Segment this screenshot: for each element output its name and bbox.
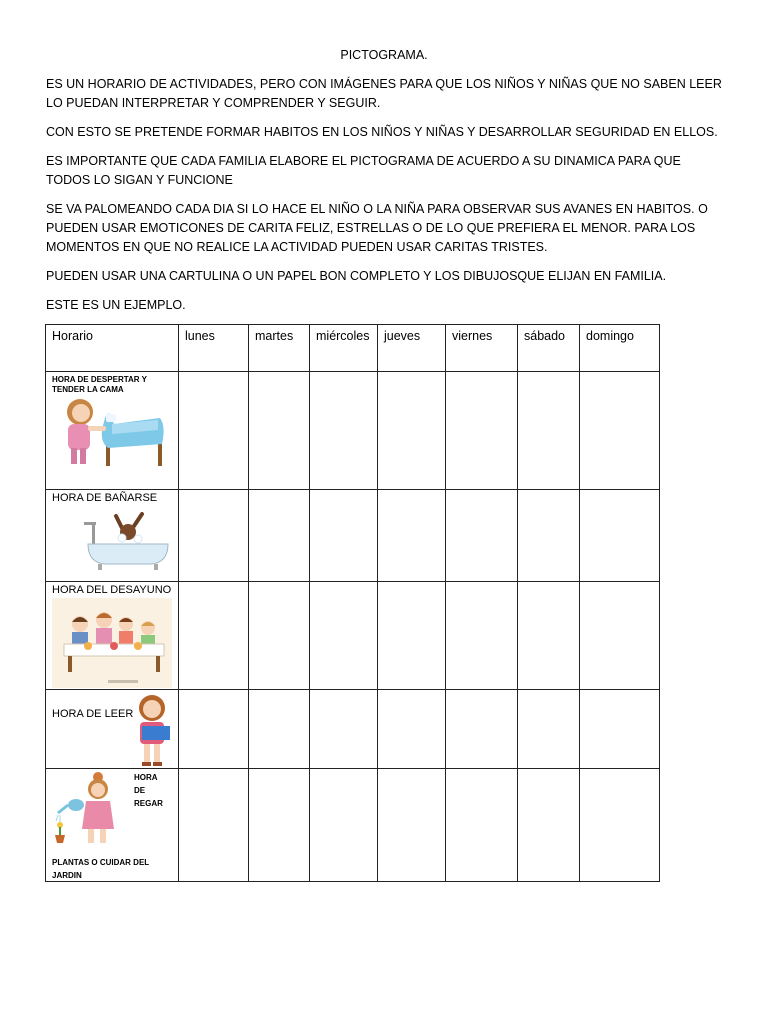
table-cell[interactable] <box>179 769 249 882</box>
table-cell[interactable] <box>378 490 446 582</box>
table-cell[interactable] <box>446 372 518 490</box>
table-cell[interactable] <box>249 490 310 582</box>
table-cell[interactable] <box>249 769 310 882</box>
table-cell[interactable] <box>518 769 580 882</box>
table-cell[interactable] <box>310 490 378 582</box>
table-cell[interactable] <box>446 582 518 690</box>
header-martes: martes <box>249 325 310 372</box>
table-cell[interactable] <box>179 372 249 490</box>
table-cell[interactable] <box>179 690 249 769</box>
girl-making-bed-illustration <box>54 396 166 468</box>
table-cell[interactable] <box>518 582 580 690</box>
header-domingo: domingo <box>580 325 660 372</box>
table-cell[interactable] <box>378 582 446 690</box>
pictogram-table <box>45 324 660 882</box>
table-cell[interactable] <box>378 769 446 882</box>
table-cell[interactable] <box>310 372 378 490</box>
watering-label-top: HORA DE REGAR <box>134 773 163 808</box>
table-header-row <box>46 325 660 372</box>
table-row <box>46 690 660 769</box>
header-miercoles: miércoles <box>310 325 378 372</box>
table-row <box>46 769 660 882</box>
table-cell[interactable] <box>249 690 310 769</box>
family-breakfast-illustration <box>52 598 172 688</box>
table-cell[interactable] <box>310 769 378 882</box>
table-cell[interactable] <box>378 690 446 769</box>
table-cell[interactable] <box>249 582 310 690</box>
table-cell[interactable] <box>518 690 580 769</box>
table-row <box>46 372 660 490</box>
watering-label-bottom: PLANTAS O CUIDAR DEL JARDIN <box>52 858 150 880</box>
example-paragraph: ESTE ES UN EJEMPLO. <box>46 298 186 312</box>
materials-paragraph: PUEDEN USAR UNA CARTULINA O UN PAPEL BON COMPLETO Y LOS DIBUJOSQUE ELIJAN EN FAMILIA. <box>46 269 667 283</box>
table-cell[interactable] <box>580 372 660 490</box>
row-label-cell <box>46 582 179 690</box>
row-label-cell <box>46 490 179 582</box>
table-cell[interactable] <box>580 582 660 690</box>
header-horario: Horario <box>46 325 179 372</box>
table-cell[interactable] <box>446 490 518 582</box>
family-paragraph: ES IMPORTANTE QUE CADA FAMILIA ELABORE EL PICTOGRAMA DE ACUERDO A SU DINAMICA PARA QUE TODOS LO SIGAN Y FUNCIONE <box>46 154 681 187</box>
table-cell[interactable] <box>446 769 518 882</box>
breakfast-label: HORA DEL DESAYUNO <box>52 584 172 596</box>
intro-paragraph: ES UN HORARIO DE ACTIVIDADES, PERO CON IMÁGENES PARA QUE LOS NIÑOS Y NIÑAS QUE NO SABEN LEER LO PUEDAN INTERPRETAR Y COMPRENDER Y SEGUIR. <box>46 77 722 110</box>
table-row <box>46 582 660 690</box>
wake-up-label: HORA DE DESPERTAR Y TENDER LA CAMA <box>52 375 147 394</box>
table-cell[interactable] <box>446 690 518 769</box>
table-cell[interactable] <box>518 372 580 490</box>
bath-label: HORA DE BAÑARSE <box>52 492 158 504</box>
table-cell[interactable] <box>310 690 378 769</box>
table-cell[interactable] <box>580 690 660 769</box>
table-cell[interactable] <box>378 372 446 490</box>
row-label-cell <box>46 372 179 490</box>
habits-paragraph: CON ESTO SE PRETENDE FORMAR HABITOS EN LOS NIÑOS Y NIÑAS Y DESARROLLAR SEGURIDAD EN ELLOS. <box>46 125 718 139</box>
table-cell[interactable] <box>580 490 660 582</box>
table-cell[interactable] <box>249 372 310 490</box>
page-title: PICTOGRAMA. <box>340 48 428 62</box>
table-cell[interactable] <box>310 582 378 690</box>
girl-watering-plants-illustration <box>52 771 132 847</box>
header-viernes: viernes <box>446 325 518 372</box>
table-cell[interactable] <box>179 582 249 690</box>
header-sabado: sábado <box>518 325 580 372</box>
header-lunes: lunes <box>179 325 249 372</box>
table-cell[interactable] <box>518 490 580 582</box>
table-row <box>46 490 660 582</box>
table-cell[interactable] <box>179 490 249 582</box>
table-cell[interactable] <box>580 769 660 882</box>
child-bathing-illustration <box>82 512 174 574</box>
row-label-cell <box>46 690 179 769</box>
row-label-cell <box>46 769 179 882</box>
girl-reading-illustration <box>132 692 176 768</box>
reading-label: HORA DE LEER <box>52 708 134 720</box>
tracking-paragraph: SE VA PALOMEANDO CADA DIA SI LO HACE EL NIÑO O LA NIÑA PARA OBSERVAR SUS AVANES EN HABITOS. O PUEDEN USAR EMOTICONES DE CARITA FELIZ, ESTRELLAS O DE LO QUE PREFIERA EL MENOR. PARA LOS MOMENTOS EN QUE NO REALICE LA ACTIVIDAD PUEDEN USAR CARITAS TRISTES. <box>46 202 708 254</box>
header-jueves: jueves <box>378 325 446 372</box>
